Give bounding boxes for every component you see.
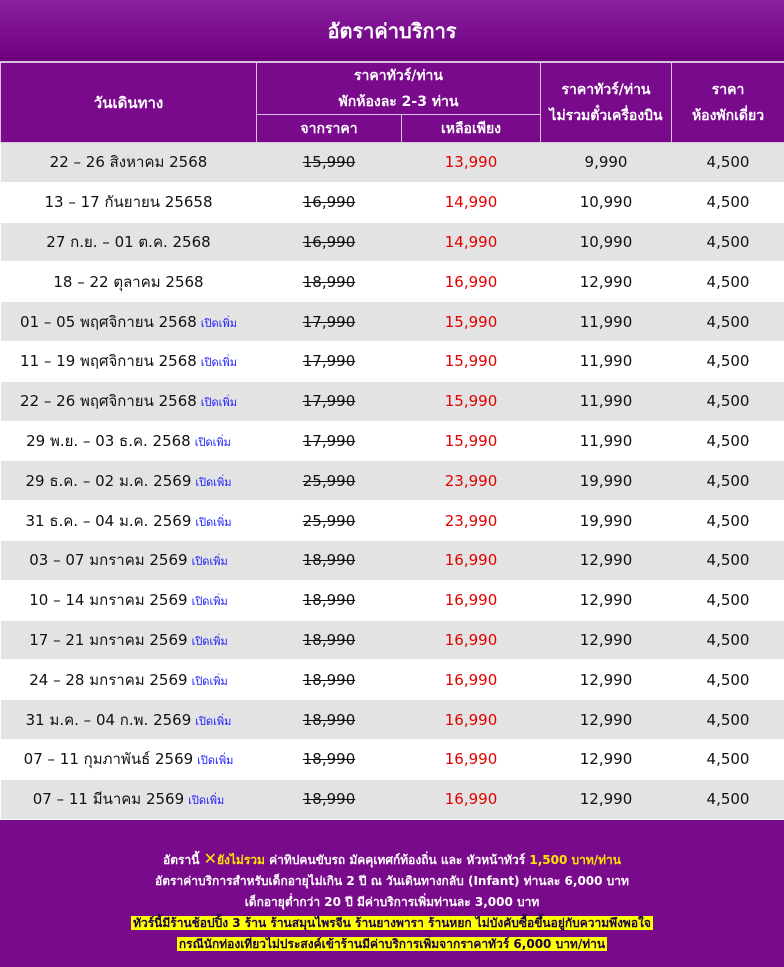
new-round-badge: เปิดเพิ่ม bbox=[188, 794, 224, 807]
from-price-cell bbox=[257, 262, 402, 302]
date-cell bbox=[1, 700, 257, 740]
single-room-price-cell-text: 4,500 bbox=[707, 153, 750, 171]
no-flight-price-cell bbox=[541, 580, 672, 620]
no-flight-price-cell-text: 11,990 bbox=[580, 313, 633, 331]
footer-shopping-fee: กรณีนักท่องเที่ยวไม่ประสงค์เข้าร้านมีค่าบริการเพิ่มจากราคาทัวร์ 6,000 บาท/ท่าน bbox=[177, 937, 607, 951]
table-row bbox=[1, 421, 784, 461]
new-round-badge: เปิดเพิ่ม bbox=[192, 675, 228, 688]
from-price-cell bbox=[257, 143, 402, 183]
date-cell-text: 29 ธ.ค. – 02 ม.ค. 2569 bbox=[25, 472, 191, 490]
sale-price-cell bbox=[402, 779, 541, 819]
single-room-price-cell-text: 4,500 bbox=[707, 551, 750, 569]
from-price-cell-text: 17,990 bbox=[303, 392, 356, 410]
date-cell bbox=[1, 620, 257, 660]
sale-price-cell bbox=[402, 381, 541, 421]
no-flight-price-cell-text: 12,990 bbox=[580, 273, 633, 291]
sale-price-cell bbox=[402, 222, 541, 262]
no-flight-price-cell-text: 11,990 bbox=[580, 392, 633, 410]
sale-price-cell-text: 16,990 bbox=[445, 591, 498, 609]
sale-price-cell-text: 15,990 bbox=[445, 352, 498, 370]
table-row bbox=[1, 262, 784, 302]
no-flight-price-cell-text: 12,990 bbox=[580, 711, 633, 729]
footer-excluded: ยังไม่รวม bbox=[217, 853, 265, 867]
table-row bbox=[1, 580, 784, 620]
no-flight-price-cell bbox=[541, 540, 672, 580]
table-header bbox=[1, 63, 784, 143]
no-flight-price-cell bbox=[541, 620, 672, 660]
sale-price-cell bbox=[402, 341, 541, 381]
sale-price-cell bbox=[402, 739, 541, 779]
table-body bbox=[1, 143, 784, 820]
sale-price-cell-text: 15,990 bbox=[445, 392, 498, 410]
sale-price-cell-text: 16,990 bbox=[445, 551, 498, 569]
date-cell-text: 18 – 22 ตุลาคม 2568 bbox=[53, 273, 203, 291]
new-round-badge: เปิดเพิ่ม bbox=[192, 635, 228, 648]
table-row bbox=[1, 660, 784, 700]
page-title: อัตราค่าบริการ bbox=[0, 0, 784, 62]
table-row bbox=[1, 143, 784, 183]
table-row bbox=[1, 461, 784, 501]
date-cell-text: 11 – 19 พฤศจิกายน 2568 bbox=[20, 352, 197, 370]
date-cell bbox=[1, 302, 257, 342]
footer-line-2: อัตราค่าบริการสำหรับเด็กอายุไม่เกิน 2 ปี ณ วันเดินทางกลับ (Infant) ท่านละ 6,000 บาท bbox=[0, 871, 784, 892]
date-cell-text: 01 – 05 พฤศจิกายน 2568 bbox=[20, 313, 197, 331]
single-room-price-cell bbox=[672, 381, 784, 421]
cross-icon: ✕ bbox=[204, 849, 217, 868]
single-room-price-cell-text: 4,500 bbox=[707, 631, 750, 649]
header-single-line1: ราคา bbox=[672, 79, 784, 101]
date-cell bbox=[1, 660, 257, 700]
no-flight-price-cell-text: 10,990 bbox=[580, 233, 633, 251]
date-cell-text: 10 – 14 มกราคม 2569 bbox=[29, 591, 187, 609]
table-row bbox=[1, 739, 784, 779]
new-round-badge: เปิดเพิ่ม bbox=[201, 317, 237, 330]
table-row bbox=[1, 779, 784, 819]
new-round-badge: เปิดเพิ่ม bbox=[197, 754, 233, 767]
no-flight-price-cell-text: 19,990 bbox=[580, 472, 633, 490]
new-round-badge: เปิดเพิ่ม bbox=[192, 555, 228, 568]
new-round-badge: เปิดเพิ่ม bbox=[195, 715, 231, 728]
no-flight-price-cell bbox=[541, 341, 672, 381]
date-cell bbox=[1, 182, 257, 222]
sale-price-cell-text: 16,990 bbox=[445, 671, 498, 689]
sale-price-cell-text: 16,990 bbox=[445, 790, 498, 808]
single-room-price-cell-text: 4,500 bbox=[707, 512, 750, 530]
no-flight-price-cell-text: 12,990 bbox=[580, 790, 633, 808]
header-single-room bbox=[672, 63, 784, 143]
from-price-cell bbox=[257, 381, 402, 421]
sale-price-cell bbox=[402, 421, 541, 461]
sale-price-cell bbox=[402, 501, 541, 541]
new-round-badge: เปิดเพิ่ม bbox=[195, 516, 231, 529]
sale-price-cell-text: 13,990 bbox=[445, 153, 498, 171]
single-room-price-cell bbox=[672, 262, 784, 302]
single-room-price-cell bbox=[672, 620, 784, 660]
sale-price-cell-text: 23,990 bbox=[445, 512, 498, 530]
from-price-cell-text: 18,990 bbox=[303, 671, 356, 689]
sale-price-cell bbox=[402, 540, 541, 580]
single-room-price-cell-text: 4,500 bbox=[707, 352, 750, 370]
no-flight-price-cell bbox=[541, 222, 672, 262]
sale-price-cell bbox=[402, 302, 541, 342]
date-cell-text: 07 – 11 มีนาคม 2569 bbox=[33, 790, 184, 808]
date-cell-text: 17 – 21 มกราคม 2569 bbox=[29, 631, 187, 649]
single-room-price-cell bbox=[672, 700, 784, 740]
single-room-price-cell-text: 4,500 bbox=[707, 233, 750, 251]
date-cell bbox=[1, 262, 257, 302]
from-price-cell-text: 17,990 bbox=[303, 313, 356, 331]
no-flight-price-cell bbox=[541, 660, 672, 700]
single-room-price-cell-text: 4,500 bbox=[707, 313, 750, 331]
sale-price-cell-text: 14,990 bbox=[445, 233, 498, 251]
table-row bbox=[1, 182, 784, 222]
date-cell bbox=[1, 739, 257, 779]
table-row bbox=[1, 501, 784, 541]
date-cell bbox=[1, 421, 257, 461]
from-price-cell-text: 18,990 bbox=[303, 591, 356, 609]
terms-footer bbox=[0, 820, 784, 967]
no-flight-price-cell bbox=[541, 302, 672, 342]
from-price-cell-text: 18,990 bbox=[303, 711, 356, 729]
sale-price-cell bbox=[402, 461, 541, 501]
date-cell bbox=[1, 341, 257, 381]
date-cell bbox=[1, 143, 257, 183]
from-price-cell bbox=[257, 461, 402, 501]
from-price-cell bbox=[257, 222, 402, 262]
table-row bbox=[1, 700, 784, 740]
header-from-price: จากราคา bbox=[257, 115, 402, 143]
no-flight-price-cell bbox=[541, 501, 672, 541]
date-cell bbox=[1, 222, 257, 262]
price-table bbox=[0, 62, 784, 820]
no-flight-price-cell bbox=[541, 262, 672, 302]
table-row bbox=[1, 341, 784, 381]
sale-price-cell bbox=[402, 580, 541, 620]
date-cell bbox=[1, 381, 257, 421]
no-flight-price-cell-text: 10,990 bbox=[580, 193, 633, 211]
no-flight-price-cell bbox=[541, 779, 672, 819]
from-price-cell-text: 16,990 bbox=[303, 233, 356, 251]
sale-price-cell-text: 16,990 bbox=[445, 711, 498, 729]
single-room-price-cell bbox=[672, 580, 784, 620]
from-price-cell bbox=[257, 501, 402, 541]
date-cell bbox=[1, 779, 257, 819]
from-price-cell-text: 18,990 bbox=[303, 631, 356, 649]
new-round-badge: เปิดเพิ่ม bbox=[201, 356, 237, 369]
date-cell-text: 22 – 26 สิงหาคม 2568 bbox=[50, 153, 208, 171]
table-row bbox=[1, 381, 784, 421]
table-row bbox=[1, 620, 784, 660]
single-room-price-cell-text: 4,500 bbox=[707, 392, 750, 410]
no-flight-price-cell-text: 12,990 bbox=[580, 591, 633, 609]
from-price-cell-text: 17,990 bbox=[303, 352, 356, 370]
no-flight-price-cell-text: 12,990 bbox=[580, 551, 633, 569]
single-room-price-cell bbox=[672, 222, 784, 262]
header-no-flight-line2: ไม่รวมตั๋วเครื่องบิน bbox=[541, 105, 671, 127]
from-price-cell bbox=[257, 620, 402, 660]
date-cell-text: 31 ม.ค. – 04 ก.พ. 2569 bbox=[26, 711, 192, 729]
no-flight-price-cell bbox=[541, 739, 672, 779]
from-price-cell bbox=[257, 302, 402, 342]
single-room-price-cell-text: 4,500 bbox=[707, 790, 750, 808]
no-flight-price-cell bbox=[541, 421, 672, 461]
date-cell bbox=[1, 461, 257, 501]
single-room-price-cell-text: 4,500 bbox=[707, 432, 750, 450]
date-cell-text: 22 – 26 พฤศจิกายน 2568 bbox=[20, 392, 197, 410]
single-room-price-cell bbox=[672, 421, 784, 461]
no-flight-price-cell-text: 12,990 bbox=[580, 750, 633, 768]
date-cell-text: 03 – 07 มกราคม 2569 bbox=[29, 551, 187, 569]
no-flight-price-cell-text: 12,990 bbox=[580, 631, 633, 649]
footer-prefix: อัตรานี้ bbox=[163, 853, 199, 867]
single-room-price-cell bbox=[672, 182, 784, 222]
footer-shopping-note: ทัวร์นี้มีร้านช้อปปิ้ง 3 ร้าน ร้านสมุนไพรจีน ร้านยางพารา ร้านหยก ไม่บังคับซื้อขึ้นอยู่กับความพึงพอใจ bbox=[131, 916, 653, 930]
single-room-price-cell-text: 4,500 bbox=[707, 750, 750, 768]
new-round-badge: เปิดเพิ่ม bbox=[192, 595, 228, 608]
date-cell bbox=[1, 540, 257, 580]
sale-price-cell bbox=[402, 143, 541, 183]
from-price-cell bbox=[257, 779, 402, 819]
sale-price-cell bbox=[402, 182, 541, 222]
sale-price-cell bbox=[402, 262, 541, 302]
sale-price-cell-text: 16,990 bbox=[445, 631, 498, 649]
single-room-price-cell bbox=[672, 660, 784, 700]
date-cell-text: 24 – 28 มกราคม 2569 bbox=[29, 671, 187, 689]
from-price-cell-text: 15,990 bbox=[303, 153, 356, 171]
sale-price-cell-text: 23,990 bbox=[445, 472, 498, 490]
header-travel-date: วันเดินทาง bbox=[1, 63, 257, 143]
single-room-price-cell bbox=[672, 739, 784, 779]
from-price-cell bbox=[257, 739, 402, 779]
header-sale-price: เหลือเพียง bbox=[402, 115, 541, 143]
date-cell bbox=[1, 501, 257, 541]
single-room-price-cell bbox=[672, 501, 784, 541]
date-cell-text: 29 พ.ย. – 03 ธ.ค. 2568 bbox=[26, 432, 191, 450]
footer-line-3: เด็กอายุต่ำกว่า 20 ปี มีค่าบริการเพิ่มท่านละ 3,000 บาท bbox=[0, 892, 784, 913]
header-no-flight bbox=[541, 63, 672, 143]
from-price-cell-text: 18,990 bbox=[303, 273, 356, 291]
header-price-twin-line2: พักห้องละ 2-3 ท่าน bbox=[257, 91, 540, 113]
no-flight-price-cell-text: 11,990 bbox=[580, 352, 633, 370]
no-flight-price-cell-text: 19,990 bbox=[580, 512, 633, 530]
no-flight-price-cell-text: 12,990 bbox=[580, 671, 633, 689]
from-price-cell-text: 17,990 bbox=[303, 432, 356, 450]
header-price-twin-line1: ราคาทัวร์/ท่าน bbox=[257, 65, 540, 87]
header-no-flight-line1: ราคาทัวร์/ท่าน bbox=[541, 79, 671, 101]
date-cell-text: 27 ก.ย. – 01 ต.ค. 2568 bbox=[46, 233, 210, 251]
from-price-cell-text: 25,990 bbox=[303, 472, 356, 490]
single-room-price-cell bbox=[672, 341, 784, 381]
sale-price-cell-text: 16,990 bbox=[445, 750, 498, 768]
table-row bbox=[1, 222, 784, 262]
date-cell-text: 31 ธ.ค. – 04 ม.ค. 2569 bbox=[25, 512, 191, 530]
from-price-cell-text: 18,990 bbox=[303, 750, 356, 768]
single-room-price-cell-text: 4,500 bbox=[707, 193, 750, 211]
date-cell bbox=[1, 580, 257, 620]
no-flight-price-cell bbox=[541, 461, 672, 501]
footer-line-1 bbox=[0, 848, 784, 871]
single-room-price-cell bbox=[672, 779, 784, 819]
single-room-price-cell bbox=[672, 540, 784, 580]
sale-price-cell bbox=[402, 700, 541, 740]
no-flight-price-cell-text: 11,990 bbox=[580, 432, 633, 450]
single-room-price-cell bbox=[672, 143, 784, 183]
from-price-cell-text: 18,990 bbox=[303, 790, 356, 808]
header-single-line2: ห้องพักเดี่ยว bbox=[672, 105, 784, 127]
date-cell-text: 07 – 11 กุมภาพันธ์ 2569 bbox=[24, 750, 194, 768]
sale-price-cell-text: 16,990 bbox=[445, 273, 498, 291]
single-room-price-cell bbox=[672, 302, 784, 342]
date-cell-text: 13 – 17 กันยายน 25658 bbox=[44, 193, 212, 211]
no-flight-price-cell-text: 9,990 bbox=[585, 153, 628, 171]
from-price-cell bbox=[257, 182, 402, 222]
new-round-badge: เปิดเพิ่ม bbox=[201, 396, 237, 409]
sale-price-cell bbox=[402, 660, 541, 700]
no-flight-price-cell bbox=[541, 143, 672, 183]
single-room-price-cell-text: 4,500 bbox=[707, 273, 750, 291]
table-row bbox=[1, 540, 784, 580]
footer-tip-amount: 1,500 บาท/ท่าน bbox=[529, 853, 621, 867]
single-room-price-cell-text: 4,500 bbox=[707, 591, 750, 609]
from-price-cell-text: 18,990 bbox=[303, 551, 356, 569]
from-price-cell-text: 25,990 bbox=[303, 512, 356, 530]
from-price-cell bbox=[257, 421, 402, 461]
from-price-cell bbox=[257, 700, 402, 740]
from-price-cell bbox=[257, 580, 402, 620]
table-row bbox=[1, 302, 784, 342]
new-round-badge: เปิดเพิ่ม bbox=[195, 476, 231, 489]
sale-price-cell bbox=[402, 620, 541, 660]
sale-price-cell-text: 15,990 bbox=[445, 432, 498, 450]
new-round-badge: เปิดเพิ่ม bbox=[195, 436, 231, 449]
from-price-cell bbox=[257, 660, 402, 700]
no-flight-price-cell bbox=[541, 182, 672, 222]
single-room-price-cell-text: 4,500 bbox=[707, 472, 750, 490]
single-room-price-cell bbox=[672, 461, 784, 501]
single-room-price-cell-text: 4,500 bbox=[707, 671, 750, 689]
from-price-cell bbox=[257, 540, 402, 580]
single-room-price-cell-text: 4,500 bbox=[707, 711, 750, 729]
sale-price-cell-text: 14,990 bbox=[445, 193, 498, 211]
no-flight-price-cell bbox=[541, 700, 672, 740]
sale-price-cell-text: 15,990 bbox=[445, 313, 498, 331]
from-price-cell bbox=[257, 341, 402, 381]
header-price-twin bbox=[257, 63, 541, 115]
footer-excluded-items: ค่าทิปคนขับรถ มัคคุเทศก์ท้องถิ่น และ หัวหน้าทัวร์ bbox=[269, 853, 525, 867]
from-price-cell-text: 16,990 bbox=[303, 193, 356, 211]
no-flight-price-cell bbox=[541, 381, 672, 421]
